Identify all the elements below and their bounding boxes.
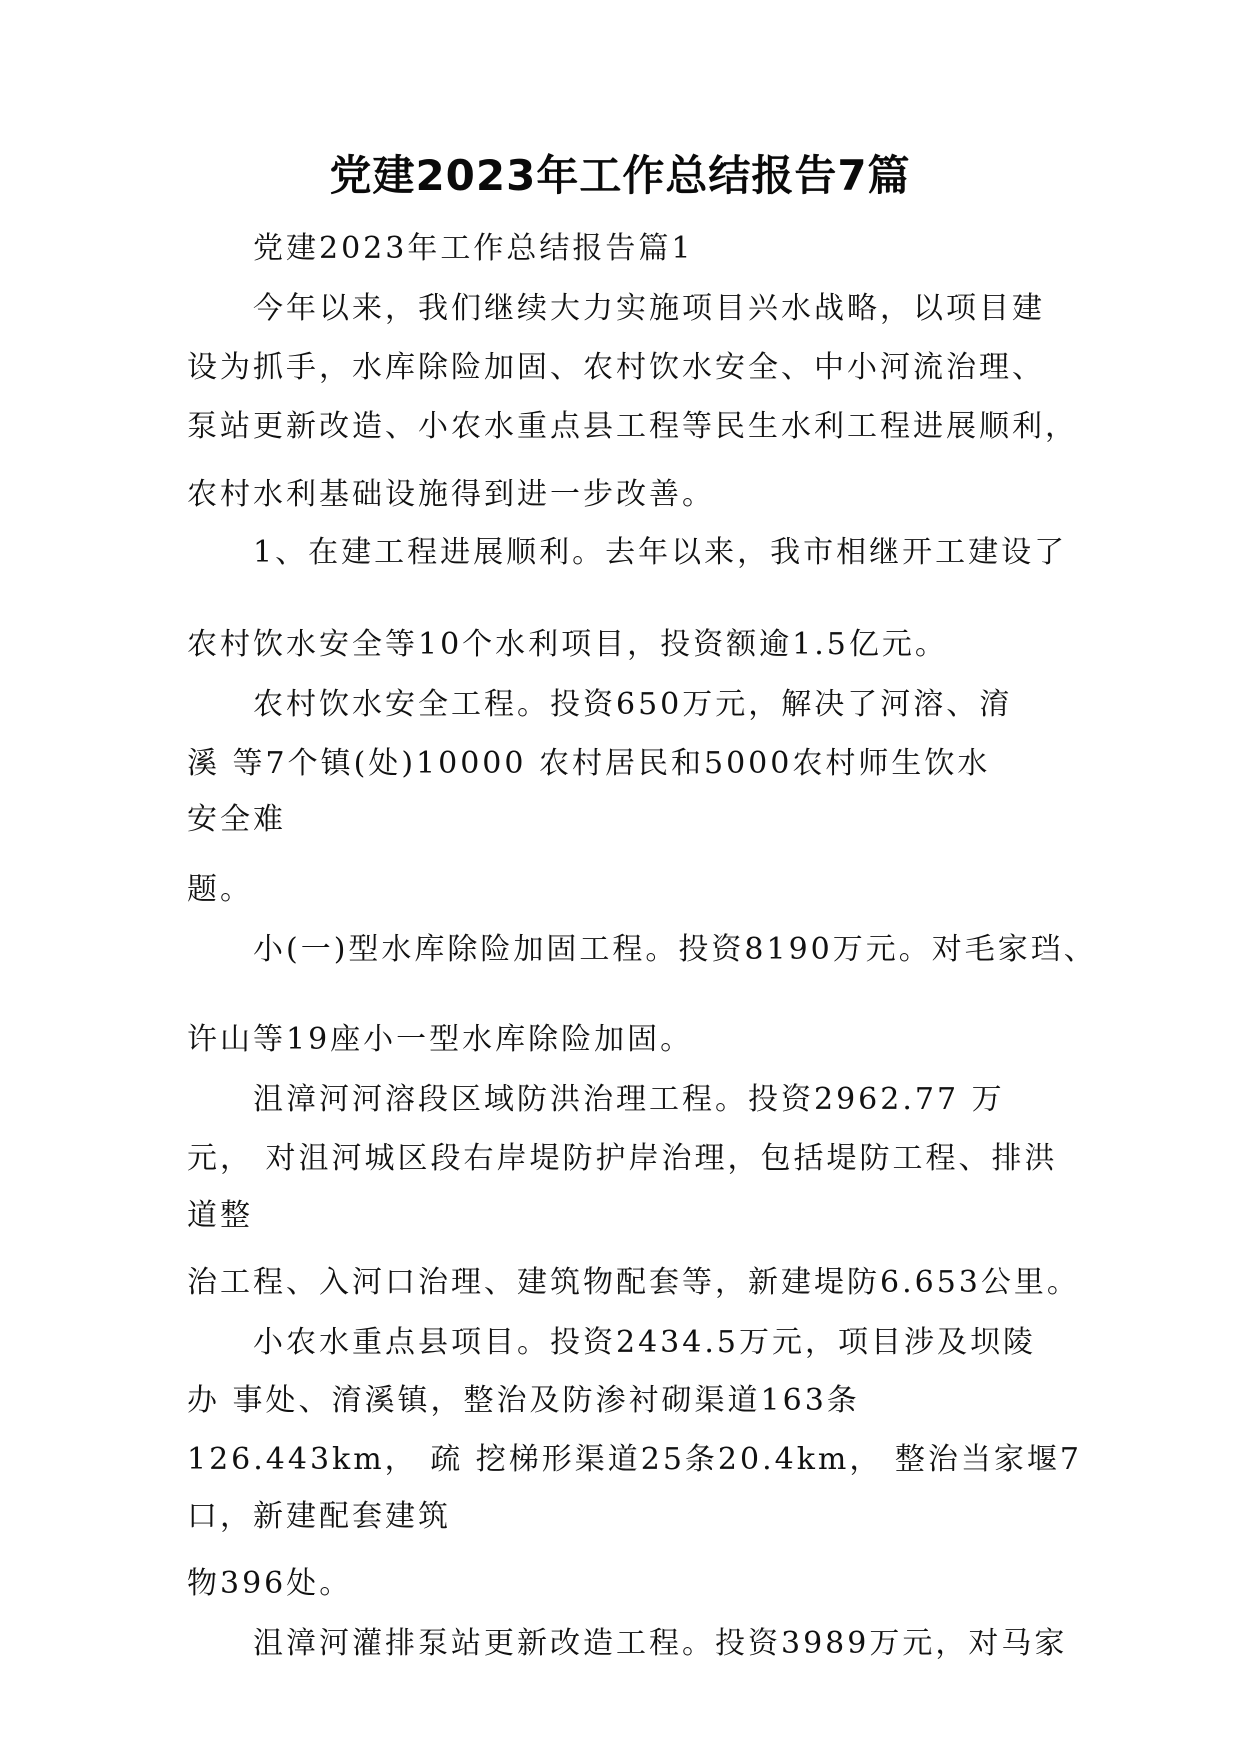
paragraph-line: 元， 对沮河城区段右岸堤防护岸治理，包括堤防工程、排洪 [187,1141,1058,1176]
paragraph-line: 农村饮水安全工程。投资650万元，解决了河溶、淯 [253,687,1013,722]
paragraph-line: 道整 [187,1198,253,1233]
paragraph-line: 农村饮水安全等10个水利项目，投资额逾1.5亿元。 [187,627,948,662]
paragraph-line: 办 事处、淯溪镇，整治及防渗衬砌渠道163条 [187,1383,860,1418]
paragraph-line: 农村水利基础设施得到进一步改善。 [187,477,715,512]
paragraph-line: 126.443km， 疏 挖梯形渠道25条20.4km， 整治当家堰7 [187,1442,1082,1477]
paragraph-line: 1、在建工程进展顺利。去年以来，我市相继开工建设了 [253,535,1068,570]
paragraph-line: 溪 等7个镇(处)10000 农村居民和5000农村师生饮水 [187,746,991,781]
paragraph-line: 口，新建配套建筑 [187,1499,451,1534]
paragraph-line: 治工程、入河口治理、建筑物配套等，新建堤防6.653公里。 [187,1265,1080,1300]
paragraph-line: 设为抓手，水库除险加固、农村饮水安全、中小河流治理、 [187,350,1045,385]
paragraph-line: 小(一)型水库除险加固工程。投资8190万元。对毛家珰、 [253,932,1097,967]
paragraph-line: 沮漳河灌排泵站更新改造工程。投资3989万元，对马家 [253,1626,1068,1661]
document-title: 党建2023年工作总结报告7篇 [329,151,911,200]
paragraph-line: 泵站更新改造、小农水重点县工程等民生水利工程进展顺利， [187,409,1078,444]
section-heading: 党建2023年工作总结报告篇1 [253,231,694,266]
paragraph-line: 安全难 [187,802,286,837]
paragraph-line: 沮漳河河溶段区域防洪治理工程。投资2962.77 万 [253,1082,1005,1117]
paragraph-line: 物396处。 [187,1566,353,1601]
paragraph-line: 许山等19座小一型水库除险加固。 [187,1022,694,1057]
paragraph-line: 小农水重点县项目。投资2434.5万元，项目涉及坝陵 [253,1325,1036,1360]
paragraph-line: 今年以来，我们继续大力实施项目兴水战略，以项目建 [253,291,1045,326]
paragraph-line: 题。 [187,872,253,907]
